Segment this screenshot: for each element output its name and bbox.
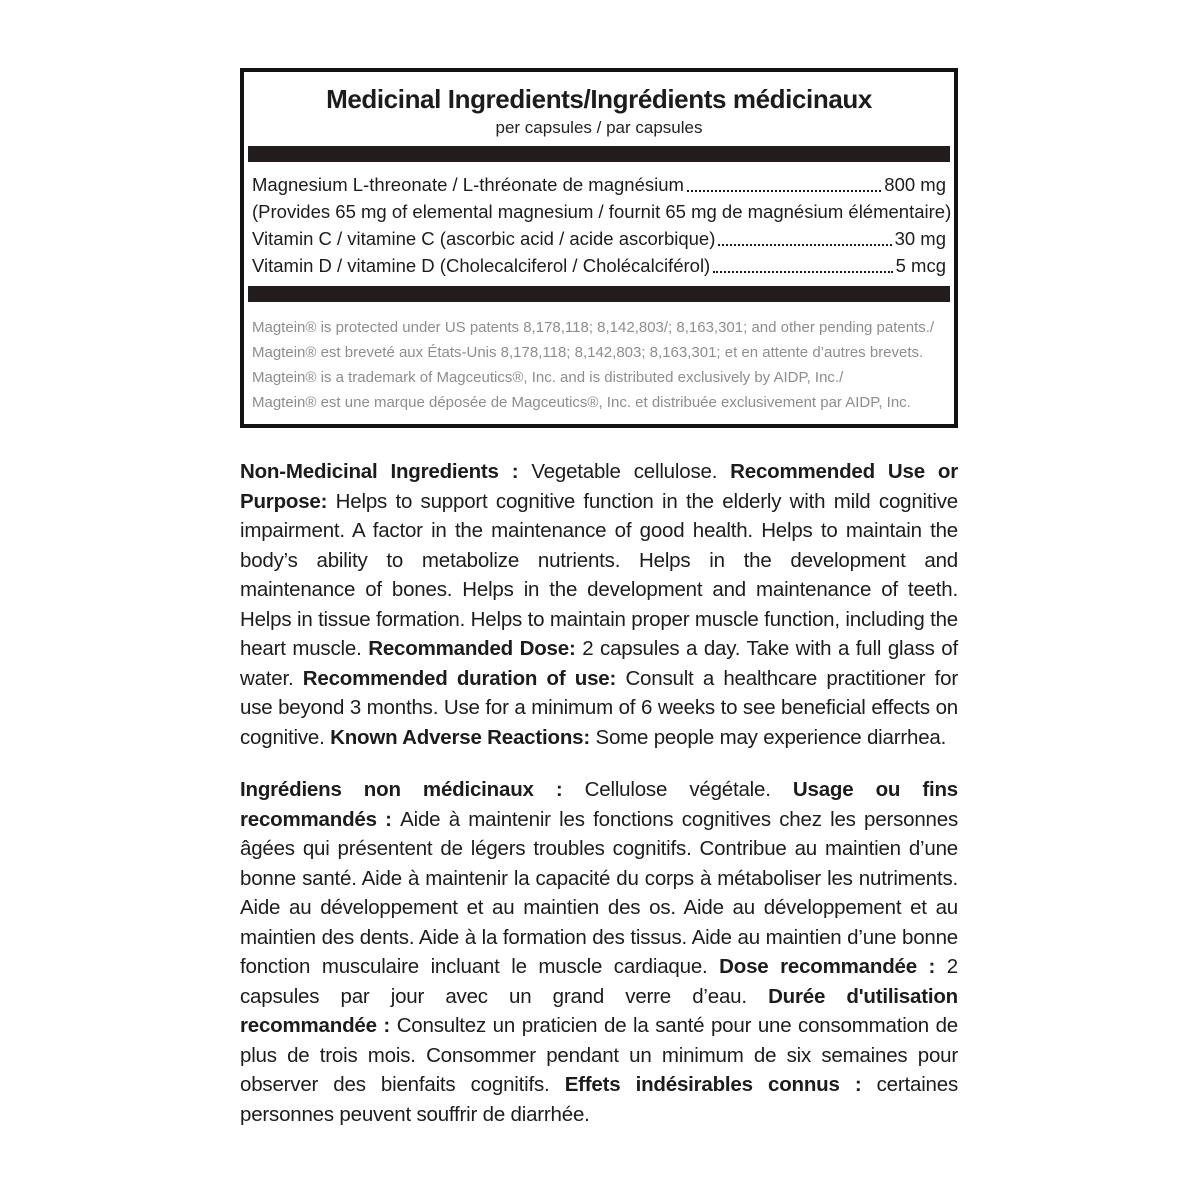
bold-heading-segment: Non-Medicinal Ingredients : [240, 460, 532, 483]
ingredient-amount: 800 mg [884, 174, 946, 195]
bold-heading-segment: Durée d'utilisation recommandée : [240, 984, 958, 1037]
bold-heading-segment: Ingrédiens non médicinaux : [240, 778, 585, 801]
bold-heading-segment: Recommended Use or Purpose: [240, 460, 958, 513]
bold-heading-segment: Usage ou fins recommandés : [240, 778, 959, 831]
patent-line: Magtein® est breveté aux États-Unis 8,178,118; 8,142,803; 8,163,301; et en attente d’autres brevets. [252, 344, 924, 361]
ingredient-row [252, 198, 952, 225]
ingredient-name: (Provides 65 mg of elemental magnesium / fournit 65 mg de magnésium élémentaire) [252, 201, 952, 222]
ingredient-name: Vitamin D / vitamine D (Cholecalciferol / Cholécalciférol) [252, 255, 711, 276]
ingredient-amount: 5 mcg [895, 255, 946, 276]
label-body-text [240, 457, 958, 1152]
patent-line: Magtein® is a trademark of Magceutics®, Inc. and is distributed exclusively by AIDP, Inc./ [252, 369, 844, 386]
french-info-paragraph [240, 775, 958, 1129]
text-segment: Consult a healthcare practitioner for use beyond 3 months. Use for a minimum of 6 weeks to see beneficial effects on cognitive. [240, 666, 958, 749]
ingredient-row [252, 171, 946, 198]
text-segment: Aide à maintenir les fonctions cognitives chez les personnes âgées qui présentent de légers troubles cognitifs. Contribue au maintien d’une bonne santé. Aide à maintenir la capacité du corps à métaboliser les nutriments. Aide au développement et au maintien des os. Aide au développement et au maintien des dents. Aide à la formation des tissus. Aide au maintien d’une bonne fonction musculaire incluant le muscle cardiaque. [240, 807, 958, 978]
medicinal-ingredients-panel [240, 68, 958, 428]
ingredient-name: Vitamin C / vitamine C (ascorbic acid / acide ascorbique) [252, 228, 716, 249]
english-info-paragraph [240, 457, 958, 752]
dot-leader [687, 190, 881, 192]
divider-bar-bottom [248, 286, 950, 302]
patent-line: Magtein® is protected under US patents 8,178,118; 8,142,803/; 8,163,301; and other pending patents./ [252, 319, 935, 336]
bold-heading-segment: Recommended duration of use: [302, 666, 626, 690]
bold-heading-segment: Known Adverse Reactions: [330, 725, 596, 749]
text-segment: Some people may experience diarrhea. [595, 725, 947, 749]
bold-heading-segment: Recommanded Dose: [368, 637, 583, 660]
divider-bar-top [248, 146, 950, 162]
text-segment: Vegetable cellulose. [531, 460, 731, 483]
panel-title: Medicinal Ingredients/Ingrédients médicinaux [326, 84, 872, 114]
text-segment: Helps to support cognitive function in the elderly with mild cognitive impairment. A factor in the maintenance of good health. Helps to maintain the body’s ability to metabolize nutrients. Helps in the development and maintenance of bones. Helps in the development and maintenance of teeth. Helps in tissue formation. Helps to maintain proper muscle function, including the heart muscle. [240, 489, 959, 660]
patent-notes [252, 315, 946, 415]
panel-subtitle: per capsules / par capsules [495, 118, 703, 137]
text-segment: 2 capsules a day. Take with a full glass of water. [240, 637, 959, 690]
bold-heading-segment: Dose recommandée : [719, 955, 947, 978]
ingredient-row [252, 252, 946, 279]
text-segment: Cellulose végétale. [584, 778, 793, 801]
text-segment: 2 capsules par jour avec un grand verre d’eau. [240, 955, 958, 1008]
text-segment: certaines personnes peuvent souffrir de diarrhée. [240, 1073, 959, 1126]
dot-leader [718, 244, 891, 246]
ingredient-name: Magnesium L-threonate / L-thréonate de magnésium [252, 174, 684, 195]
ingredient-list [252, 171, 952, 279]
ingredient-amount: 30 mg [894, 228, 946, 249]
patent-line: Magtein® est une marque déposée de Magceutics®, Inc. et distribuée exclusivement par AIDP, Inc. [252, 394, 911, 411]
ingredient-row [252, 225, 946, 252]
text-segment: Consultez un praticien de la santé pour une consommation de plus de trois mois. Consommer pendant un minimum de six semaines pour observer des bienfaits cognitifs. [240, 1014, 958, 1096]
dot-leader [713, 271, 892, 273]
bold-heading-segment: Effets indésirables connus : [564, 1073, 877, 1096]
